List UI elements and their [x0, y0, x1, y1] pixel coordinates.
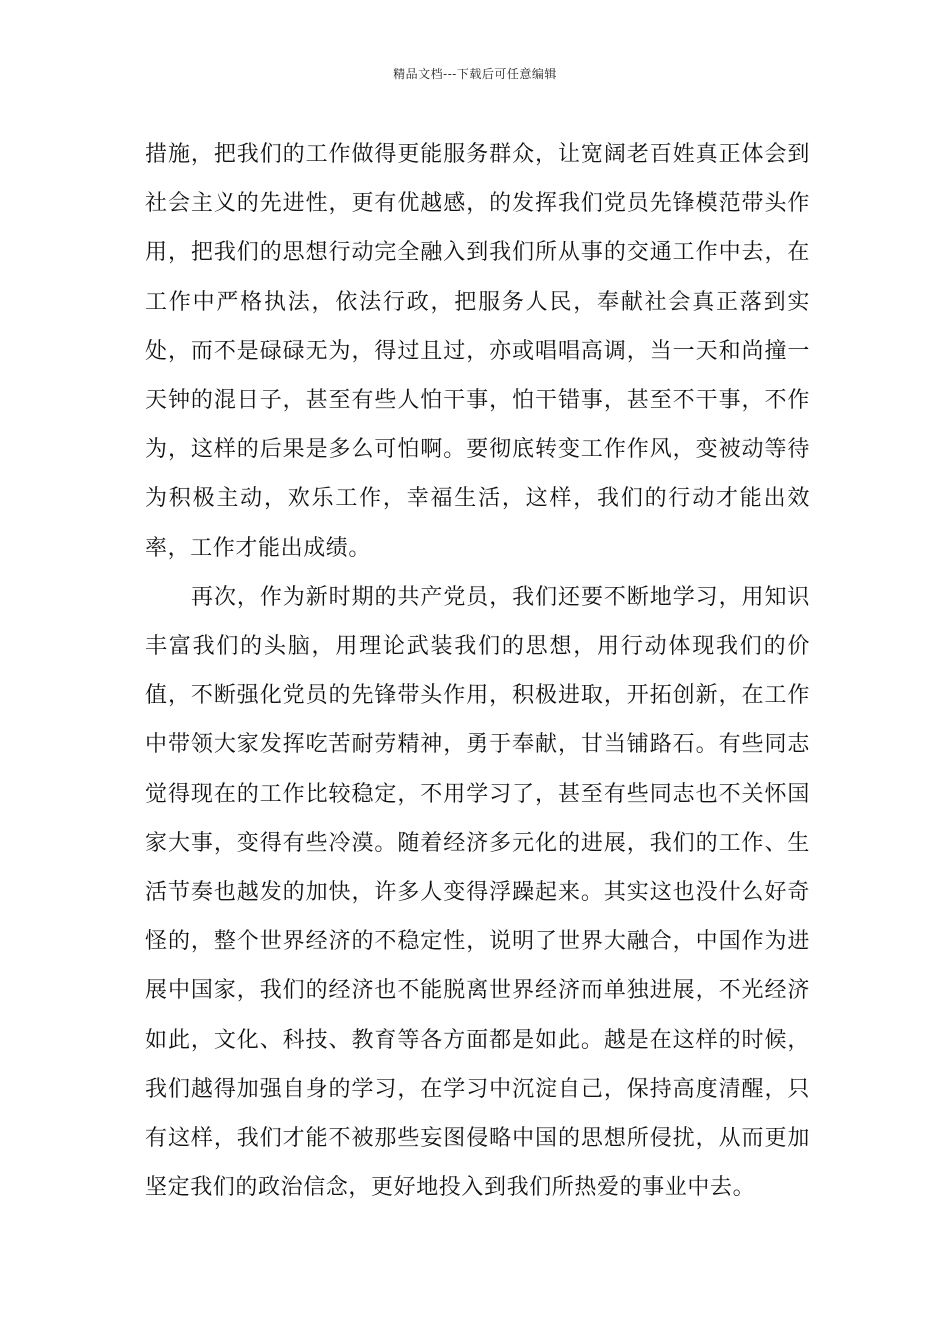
paragraph: 再次，作为新时期的共产党员，我们还要不断地学习，用知识丰富我们的头脑，用理论武装我们的思想，用行动体现我们的价值，不断强化党员的先锋带头作用，积极进取，开拓创新，在工作中带领大家发挥吃苦耐劳精神，勇于奉献，甘当铺路石。有些同志觉得现在的工作比较稳定，不用学习了，甚至有些同志也不关怀国家大事，变得有些冷漠。随着经济多元化的进展，我们的工作、生活节奏也越发的加快，许多人变得浮躁起来。其实这也没什么好奇怪的，整个世界经济的不稳定性，说明了世界大融合，中国作为进展中国家，我们的经济也不能脱离世界经济而单独进展，不光经济如此，文化、科技、教育等各方面都是如此。越是在这样的时候，我们越得加强自身的学习，在学习中沉淀自己，保持高度清醒，只有这样，我们才能不被那些妄图侵略中国的思想所侵扰，从而更加坚定我们的政治信念，更好地投入到我们所热爱的事业中去。	[145, 584, 810, 1201]
page-header: 精品文档---下载后可任意编辑	[393, 67, 557, 81]
document-body	[145, 130, 810, 1212]
paragraph-continuation: 措施，把我们的工作做得更能服务群众，让宽阔老百姓真正体会到社会主义的先进性，更有优越感，的发挥我们党员先锋模范带头作用，把我们的思想行动完全融入到我们所从事的交通工作中去，在工作中严格执法，依法行政，把服务人民，奉献社会真正落到实处，而不是碌碌无为，得过且过，亦或唱唱高调，当一天和尚撞一天钟的混日子，甚至有些人怕干事，怕干错事，甚至不干事，不作为，这样的后果是多么可怕啊。要彻底转变工作作风，变被动等待为积极主动，欢乐工作，幸福生活，这样，我们的行动才能出效率，工作才能出成绩。	[145, 142, 810, 561]
